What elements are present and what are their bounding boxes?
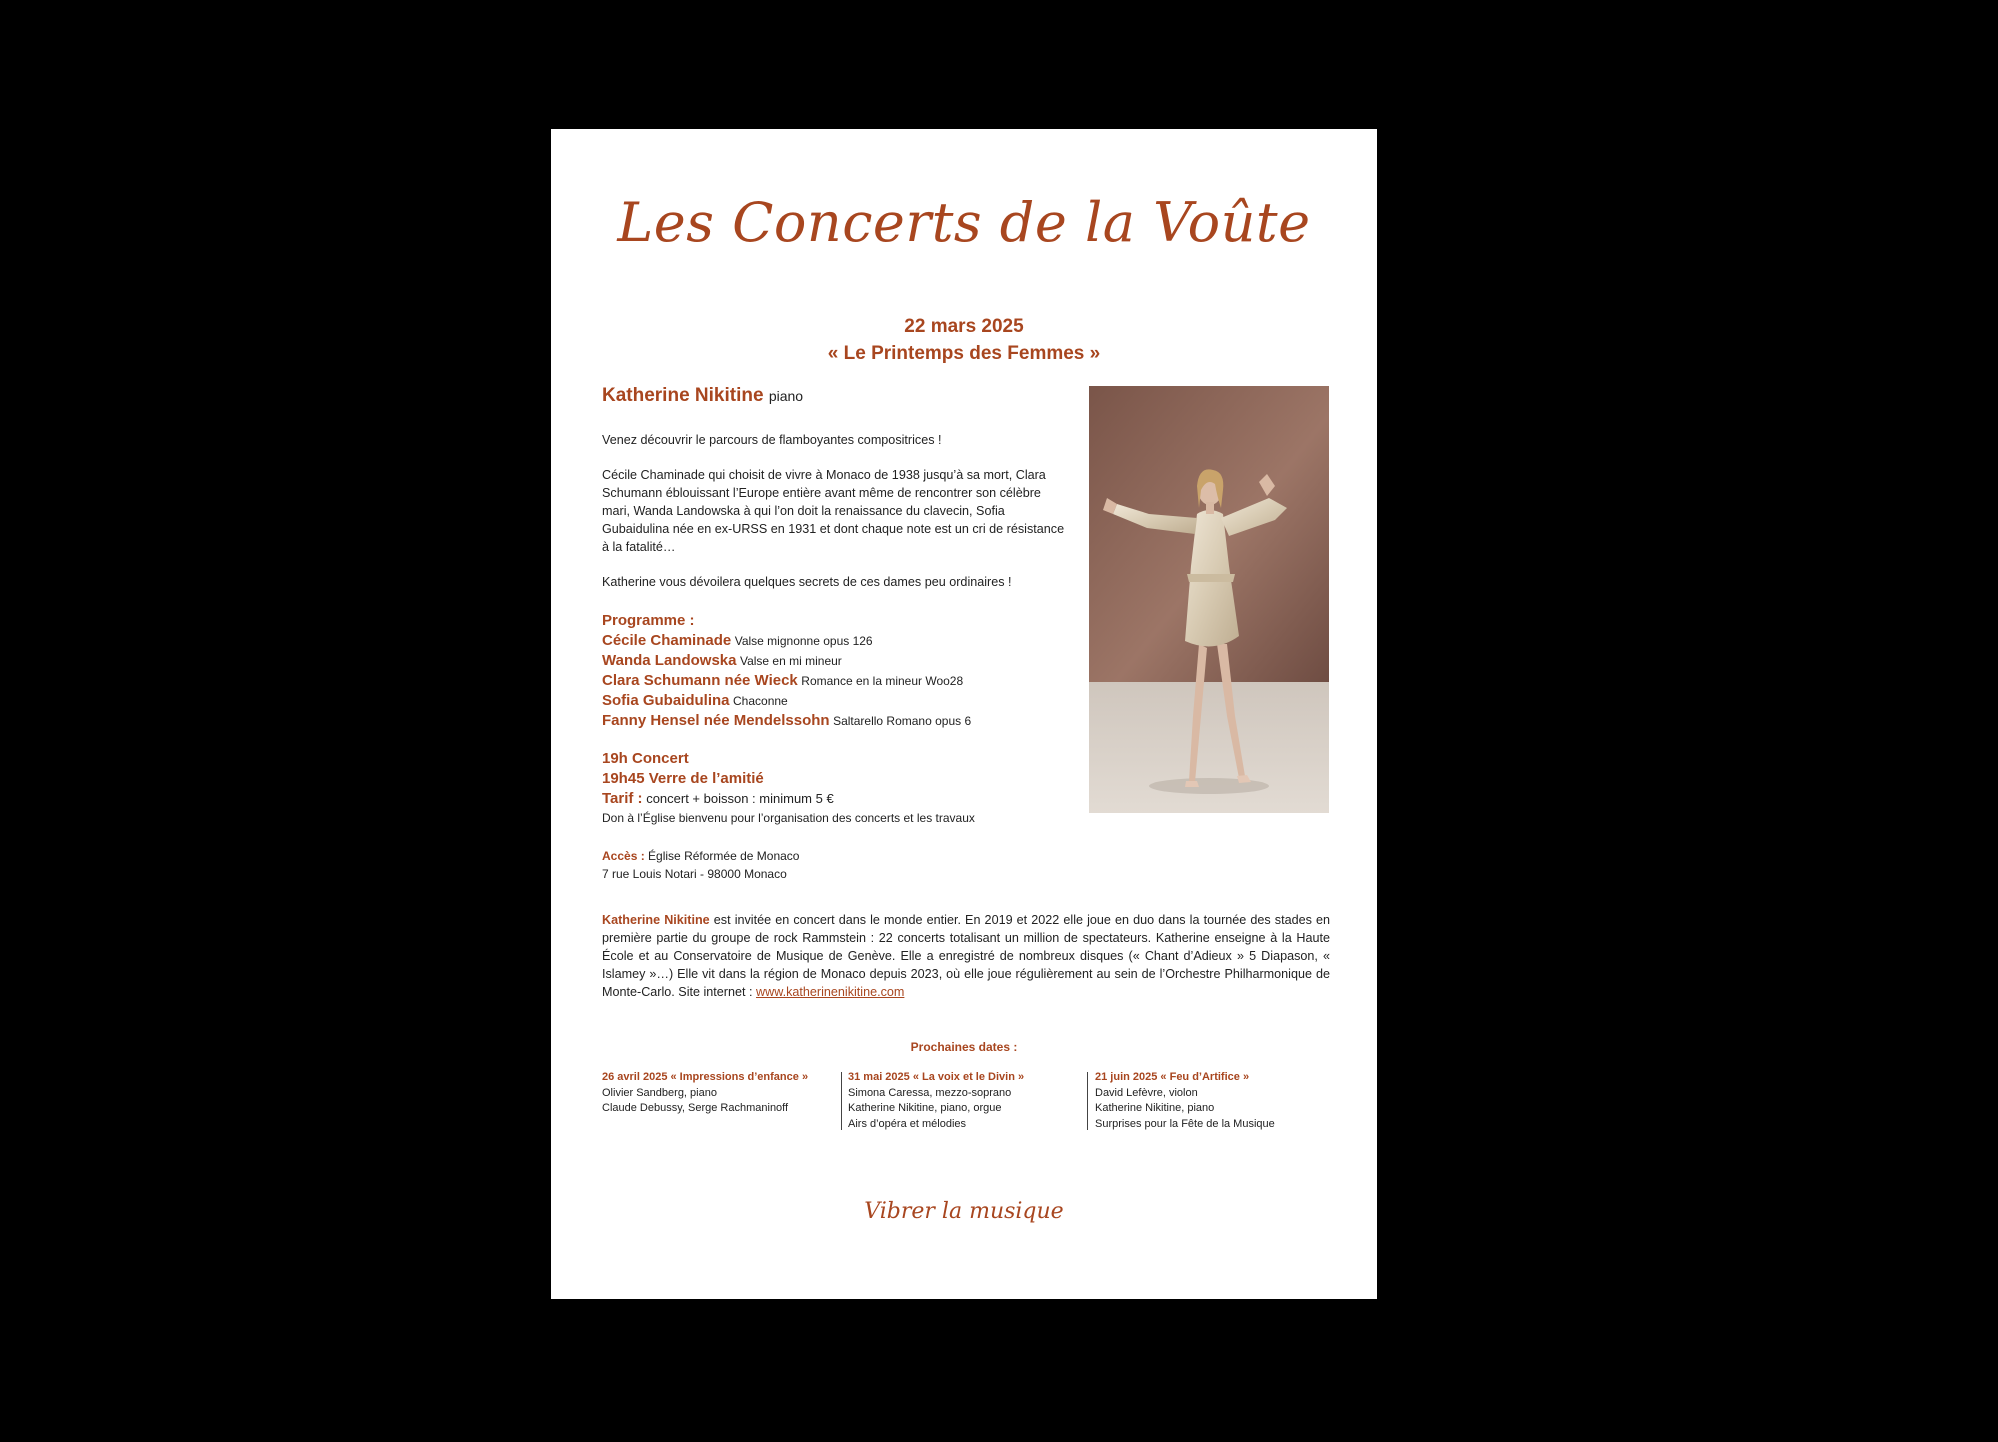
next-date-head: 26 avril 2025 « Impressions d’enfance » <box>602 1071 809 1083</box>
access-info <box>602 847 1072 883</box>
programme-item <box>602 651 1072 671</box>
schedule <box>602 749 1072 827</box>
flyer-page <box>551 129 1377 1299</box>
programme-work: Saltarello Romano opus 6 <box>833 714 972 728</box>
programme-item <box>602 711 1072 731</box>
programme-composer: Clara Schumann née Wieck <box>602 672 798 689</box>
programme-composer: Cécile Chaminade <box>602 632 732 649</box>
programme <box>602 611 1072 731</box>
access-label: Accès : <box>602 849 645 863</box>
artist-instrument: piano <box>768 388 804 404</box>
tarif-label: Tarif : <box>602 790 643 807</box>
access-place: Église Réformée de Monaco <box>648 849 800 863</box>
reception-time: 19h45 Verre de l’amitié <box>602 770 764 787</box>
programme-work: Valse mignonne opus 126 <box>734 634 873 648</box>
artist-line <box>602 387 1072 405</box>
next-date-line: David Lefèvre, violon <box>1095 1086 1198 1099</box>
next-date-line: Katherine Nikitine, piano, orgue <box>848 1102 1002 1114</box>
next-date-line: Claude Debussy, Serge Rachmaninoff <box>602 1102 789 1114</box>
concert-time: 19h Concert <box>602 750 689 767</box>
divider <box>841 1072 842 1130</box>
event-subtitle: « Le Printemps des Femmes » <box>827 343 1101 364</box>
next-date-head: 31 mai 2025 « La voix et le Divin » <box>848 1071 1025 1083</box>
access-address: 7 rue Louis Notari - 98000 Monaco <box>602 867 787 881</box>
intro-paragraph-3: Katherine vous dévoilera quelques secrets de ces dames peu ordinaires ! <box>602 575 1012 589</box>
programme-work: Chaconne <box>733 694 788 708</box>
artist-photo <box>1089 386 1329 813</box>
event-header <box>551 313 1377 367</box>
next-date-head: 21 juin 2025 « Feu d’Artifice » <box>1095 1071 1250 1083</box>
programme-work: Romance en la mineur Woo28 <box>801 674 964 688</box>
divider <box>1087 1072 1088 1130</box>
donation-note: Don à l’Église bienvenu pour l’organisation des concerts et les travaux <box>602 811 975 825</box>
tarif-line <box>602 789 1072 809</box>
intro-paragraph-2: Cécile Chaminade qui choisit de vivre à Monaco de 1938 jusqu’à sa mort, Clara Schumann éblouissant l’Europe entière avant même de rencontrer son célèbre mari, Wanda Landowska à qui l’on doit la renaissance du clavecin, Sofia Gubaidulina née en ex-URSS en 1931 et dont chaque note est un cri de résistance à la fatalité… <box>602 468 1065 554</box>
next-date-item <box>1095 1070 1331 1132</box>
programme-heading: Programme : <box>602 612 695 629</box>
event-date: 22 mars 2025 <box>904 316 1024 337</box>
programme-composer: Sofia Gubaidulina <box>602 692 730 709</box>
artist-bio <box>602 911 1330 1001</box>
next-date-line: Katherine Nikitine, piano <box>1095 1102 1215 1114</box>
website-link[interactable]: www.katherinenikitine.com <box>756 985 905 999</box>
next-date-line: Simona Caressa, mezzo-soprano <box>848 1086 1012 1099</box>
next-date-line: Airs d’opéra et mélodies <box>848 1117 967 1130</box>
page-title: Les Concerts de la Voûte <box>617 191 1311 254</box>
next-date-item <box>602 1070 838 1117</box>
programme-item <box>602 631 1072 651</box>
programme-composer: Fanny Hensel née Mendelssohn <box>602 712 830 729</box>
footer-tagline: Vibrer la musique <box>864 1199 1064 1224</box>
next-date-item <box>848 1070 1084 1132</box>
tarif-value: concert + boisson : minimum 5 € <box>646 791 834 806</box>
bio-name: Katherine Nikitine <box>602 913 710 927</box>
bio-text: est invitée en concert dans le monde entier. En 2019 et 2022 elle joue en duo dans la tournée des stades en première partie du groupe de rock Rammstein : 22 concerts totalisant un million de spectateurs. Katherine enseigne à la Haute École et au Conservatoire de Musique de Genève. Elle a enregistré de nombreux disques (« Chant d’Adieux » 5 Diapason, « Islamey »…) Elle vit dans la région de Monaco depuis 2023, où elle joue régulièrement au sein de l’Orchestre Philharmonique de Monte-Carlo. Site internet : <box>602 913 1331 999</box>
main-column <box>602 387 1072 883</box>
intro-paragraph-1: Venez découvrir le parcours de flamboyantes compositrices ! <box>602 433 942 447</box>
next-date-line: Surprises pour la Fête de la Musique <box>1095 1117 1275 1130</box>
artist-photo-illustration <box>1089 386 1329 813</box>
artist-name: Katherine Nikitine <box>602 385 764 406</box>
programme-work: Valse en mi mineur <box>739 654 842 668</box>
programme-item <box>602 691 1072 711</box>
programme-item <box>602 671 1072 691</box>
next-date-line: Olivier Sandberg, piano <box>602 1086 717 1099</box>
next-dates-title: Prochaines dates : <box>910 1040 1018 1054</box>
programme-composer: Wanda Landowska <box>602 652 737 669</box>
